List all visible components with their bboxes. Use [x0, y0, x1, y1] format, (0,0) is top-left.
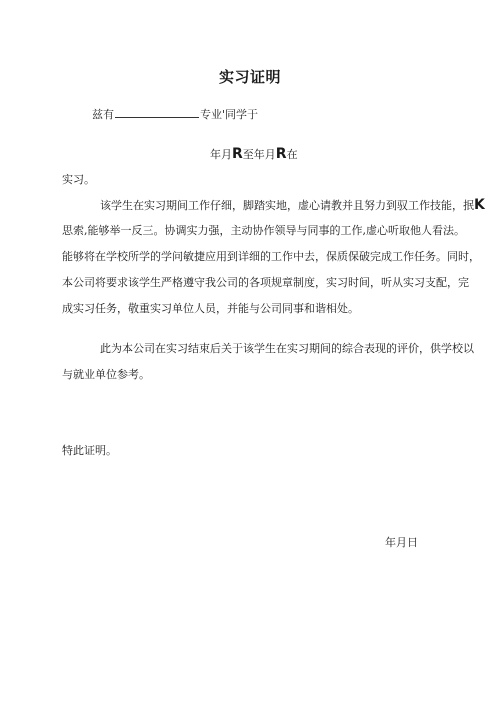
intro-mark: ' [222, 108, 226, 121]
closing-text: 特此证明。 [62, 444, 117, 457]
date-part-2: 至年月 [242, 148, 276, 161]
paragraph1-line2: 思索,能够举一反三。协调实力强，主动协作领导与同事的工作,虚心听取他人看法。 [62, 224, 465, 237]
document-title: 实习证明 [218, 68, 281, 86]
paragraph1-line3: 能够将在学校所学的学问敏捷应用到详细的工作中去，保质保破完成工作任务。同时， [62, 250, 480, 263]
paragraph2-line1: 此为本公司在实习结束后关于该学生在实习期间的综合表现的评价，供学校以 [100, 342, 474, 355]
paragraph1-line1-glyph: K [474, 197, 485, 213]
signature-date: 年月日 [385, 536, 418, 549]
paragraph1-line5: 成实习任务，敬重实习单位人员，并能与公司同事和谐相处。 [62, 302, 359, 315]
internship-line: 实习。 [62, 173, 95, 186]
intro-prefix: 兹有 [92, 108, 114, 121]
date-glyph-1: R [232, 146, 243, 162]
date-range-line [210, 147, 298, 162]
intro-suffix: 同学于 [225, 108, 259, 121]
date-part-1: 年月 [210, 148, 232, 161]
paragraph2-line2: 与就业单位参考。 [62, 368, 150, 381]
name-blank [115, 108, 199, 118]
paragraph1-line1-text: 该学生在实习期间工作仔细，脚踏实地，虚心请教并且努力到驭工作技能，抿 [100, 199, 474, 212]
date-glyph-2: R [275, 146, 287, 162]
paragraph1-line1 [100, 197, 485, 213]
paragraph1-line4: 本公司将要求该学生严格遵守我公司的各项规章制度，实习时间，听从实习支配，完 [62, 276, 469, 289]
date-part-3: 在 [286, 148, 298, 161]
intro-line [92, 108, 258, 122]
intro-mid: 专业 [200, 108, 222, 121]
